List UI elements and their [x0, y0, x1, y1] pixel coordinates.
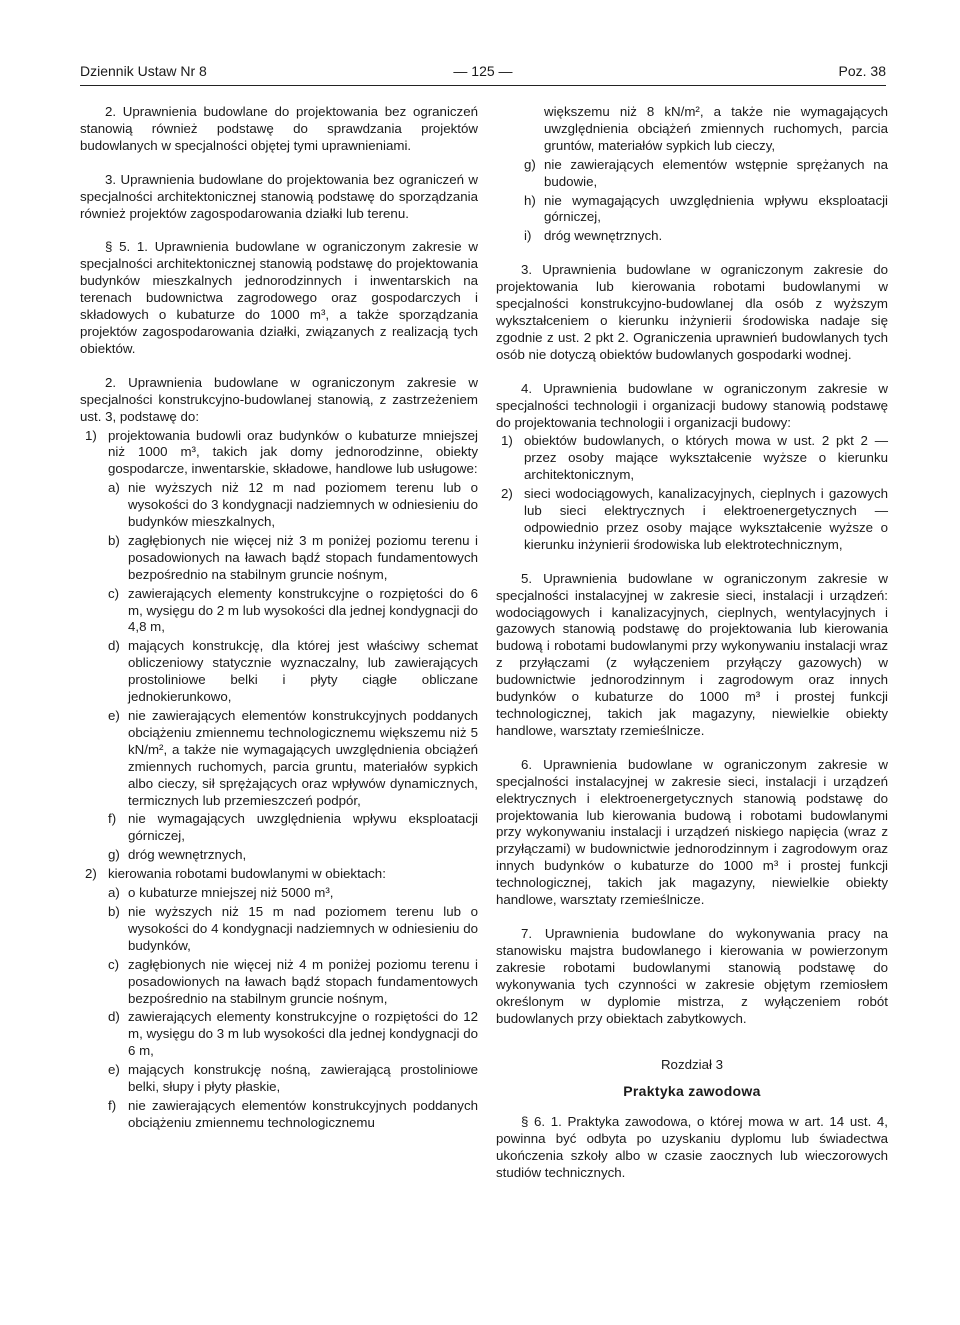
sub-list-item-text: zawierających elementy konstrukcyjne o rozpiętości do 12 m, wysięgu do 3 m lub wysokości dla jednej kondygnacji do 6 m, — [128, 1009, 478, 1059]
sub-list-item-label: i) — [524, 228, 532, 244]
sub-list-item-text: nie wyższych niż 12 m nad poziomem terenu lub o wysokości do 3 kondygnacji nadziemnych w odniesieniu do budynków mieszkalnych, — [128, 480, 478, 530]
sub-list-item — [80, 1009, 478, 1060]
list-item — [80, 428, 478, 479]
continued-sub-item-text: większemu niż 8 kN/m², a także nie wymagających uwzględnienia obciążeń zmiennych ruchomych, parcia gruntów, materiałów sypkich lub cieczy, — [544, 104, 888, 153]
sub-list-item-label: b) — [108, 532, 120, 548]
section-5-paragraph-1: § 5. 1. Uprawnienia budowlane w ograniczonym zakresie w specjalności architektonicznej stanowią podstawę do projektowania budynków mieszkalnych jednorodzinnych i inwentarskich na terenach budownictwa zagrodowego oraz gospodarczych i składowych o kubaturze do 1000 m³, a także sporządzania projektów zagospodarowania działki, związanych z realizacją tych obiektów. — [80, 239, 478, 356]
position-number: Poz. 38 — [838, 63, 886, 79]
sub-list-item-text: dróg wewnętrznych, — [128, 847, 247, 863]
sub-list-item-text: nie wyższych niż 15 m nad poziomem terenu lub o wysokości do 4 kondygnacji nadziemnych w odniesieniu do budynków, — [128, 903, 478, 953]
sub-list-item-label: c) — [108, 585, 120, 601]
list-item-text: sieci wodociągowych, kanalizacyjnych, cieplnych i gazowych lub sieci elektrycznych i elektroenergetycznych — odpowiednio przez osoby mające wykształcenie wyższe o kierunku inżynierii środowiska lub elektrotechnicznym, — [524, 486, 888, 552]
paragraph-2: 2. Uprawnienia budowlane do projektowania bez ograniczeń stanowią również podstawę do sprawdzania projektów budowlanych w specjalności objętej tymi uprawnieniami. — [80, 104, 478, 153]
sub-list-item-text: nie wymagających uwzględnienia wpływu eksploatacji górniczej, — [544, 192, 888, 225]
journal-title: Dziennik Ustaw Nr 8 — [80, 63, 207, 79]
list-item-text: obiektów budowlanych, o których mowa w ust. 2 pkt 2 — przez osoby mające wykształcenie wyższe o kierunku architektonicznym, — [524, 433, 888, 483]
sub-list-item-label: d) — [108, 1009, 120, 1025]
page-header — [80, 63, 886, 86]
sub-list-item-text: zagłębionych nie więcej niż 4 m poniżej poziomu terenu i posadowionych na ławach bądź stopach fundamentowych bezpośrednio na stabilnym gruncie nośnym, — [128, 956, 478, 1006]
paragraph-7: 7. Uprawnienia budowlane do wykonywania pracy na stanowisku majstra budowlanego i kierowania w powierzonym zakresie robotami budowlanymi stanowią podstawę do wykonywania tych czynności w zakresie objętym rzemiosłem określonym w dyplomie mistrza, z wyłączeniem robót budowlanych przy obiektach zabytkowych. — [496, 925, 888, 1026]
sub-list-item-text: nie zawierających elementów konstrukcyjnych poddanych obciążeniu zmiennemu technologicznemu — [128, 1097, 478, 1130]
paragraph-5: 5. Uprawnienia budowlane w ograniczonym zakresie w specjalności instalacyjnej w zakresie sieci, instalacji i urządzeń: wodociągowych i kanalizacyjnych, cieplnych, wentylacyjnych i gazowych stanowią podstawę do projektowania lub kierowania budową i robotami budowlanymi przy wykonywaniu instalacji wraz z przyłączami (z wyłączeniem przyłączy gazowych) w budownictwie jednorodzinnym i zagrodowym oraz innych budynków o kubaturze do 1000 m³ i prostej funkcji technologicznej, takich jak magazyny, niewielkie obiekty handlowe, warsztaty rzemieślnicze. — [496, 570, 888, 738]
sub-list-item — [80, 904, 478, 955]
list-item — [80, 866, 478, 883]
sub-list-item-label: e) — [108, 1062, 120, 1078]
sub-list-item — [80, 1098, 478, 1132]
sub-list-item-text: mających konstrukcję, dla której jest właściwy schemat obliczeniowy statycznie wyznaczalny, lub zawierających prostoliniowe belki i płyty ciągłe obliczane jednokierunkowo, — [128, 638, 478, 705]
section-5-paragraph-2: 2. Uprawnienia budowlane w ograniczonym zakresie w specjalności konstrukcyjno-budowlanej stanowią, z zastrzeżeniem ust. 3, podstawę do: — [80, 374, 478, 424]
sub-list-item-text: nie wymagających uwzględnienia wpływu eksploatacji górniczej, — [128, 811, 478, 844]
list-item — [496, 486, 888, 554]
sub-list-item — [80, 638, 478, 706]
list-item-label: 1) — [501, 433, 513, 449]
list-item — [496, 433, 888, 484]
sub-list-item — [80, 957, 478, 1008]
sub-list-item-label: a) — [108, 480, 120, 496]
sub-list-item-text: dróg wewnętrznych. — [544, 228, 663, 244]
sub-list-item-label: f) — [108, 811, 117, 827]
sub-list-item — [496, 193, 888, 227]
paragraph-3: 3. Uprawnienia budowlane do projektowania bez ograniczeń w specjalności architektonicznej stanowią podstawę do sporządzania również projektów zagospodarowania działki lub terenu. — [80, 171, 478, 221]
sub-list-item — [80, 811, 478, 845]
sub-list-item-text: zagłębionych nie więcej niż 3 m poniżej poziomu terenu i posadowionych na ławach bądź stopach fundamentowych bezpośrednio na stabilnym gruncie nośnym, — [128, 532, 478, 582]
list-item-label: 2) — [501, 486, 513, 502]
sub-list-item — [80, 847, 478, 864]
paragraph-4: 4. Uprawnienia budowlane w ograniczonym zakresie w specjalności technologii i organizacji budowy stanowią podstawę do projektowania technologii i organizacji budowy: — [496, 380, 888, 430]
sub-list-item-text: nie zawierających elementów wstępnie sprężanych na budowie, — [544, 156, 888, 189]
section-6-paragraph-1: § 6. 1. Praktyka zawodowa, o której mowa w art. 14 ust. 4, powinna być odbyta po uzyskaniu dyplomu lub świadectwa ukończenia szkoły albo w czasie zaocznych lub wieczorowych studiów technicznych. — [496, 1114, 888, 1180]
sub-list-item — [80, 708, 478, 809]
sub-list-item-label: g) — [524, 156, 536, 172]
sub-list-item-label: c) — [108, 956, 120, 972]
sub-list-item-label: a) — [108, 885, 120, 901]
sub-list-item-label: g) — [108, 847, 120, 863]
sub-list-item — [80, 586, 478, 637]
sub-list-item-label: f) — [108, 1097, 117, 1113]
sub-list-item-text: nie zawierających elementów konstrukcyjnych poddanych obciążeniu zmiennemu technologicznemu większemu niż 5 kN/m², a także nie wymagających uwzględnienia obciążeń zmiennych ruchomych, parcia gruntu, materiałów sypkich albo cieczy, sił sprężających oraz wpływów dynamicznych, termicznych lub przemieszczeń podpór, — [128, 708, 478, 808]
list-item-label: 2) — [85, 866, 97, 882]
sub-list-item — [80, 480, 478, 531]
right-column — [496, 104, 888, 1182]
list-item-text: kierowania robotami budowlanymi w obiektach: — [108, 866, 386, 882]
list-item-label: 1) — [85, 427, 97, 443]
sub-list-item — [80, 1062, 478, 1096]
chapter-title: Praktyka zawodowa — [623, 1083, 761, 1100]
sub-list-item — [80, 885, 478, 902]
list-item-text: projektowania budowli oraz budynków o kubaturze mniejszej niż 1000 m³, takich jak domy jednorodzinne, obiekty gospodarcze, inwentarskie, składowe, handlowe lub usługowe: — [108, 427, 478, 477]
sub-list-item — [496, 157, 888, 191]
sub-list-item-label: h) — [524, 192, 536, 208]
paragraph-3-right: 3. Uprawnienia budowlane w ograniczonym zakresie do projektowania lub kierowania robotami budowlanymi w specjalności konstrukcyjno-budowlanej dla osób z wyższym wykształceniem o kierunku inżynierii środowiska nadaje się zgodnie z ust. 2 pkt 2. Ograniczenia uprawnień budowlanych tych osób nie dotyczą obiektów budowlanych gospodarki wodnej. — [496, 262, 888, 362]
chapter-number: Rozdział 3 — [660, 1057, 724, 1073]
sub-list-item-label: e) — [108, 708, 120, 723]
paragraph-6: 6. Uprawnienia budowlane w ograniczonym zakresie w specjalności instalacyjnej w zakresie sieci, instalacji i urządzeń elektrycznych i elektroenergetycznych stanowią podstawę do projektowania lub kierowania budową i robotami budowlanymi przy wykonywaniu instalacji i urządzeń niskiego napięcia (wraz z przyłączami) w budownictwie jednorodzinnym i zagrodowym oraz innych budynków o kubaturze do 1000 m³ i prostej funkcji technologicznej, takich jak magazyny, niewielkie obiekty handlowe, warsztaty rzemieślnicze. — [496, 756, 888, 908]
sub-list-item-text: o kubaturze mniejszej niż 5000 m³, — [128, 885, 334, 901]
page-number: — 125 — — [453, 63, 513, 79]
sub-list-item — [80, 533, 478, 584]
sub-list-item-label: b) — [108, 903, 120, 919]
sub-list-item-text: mających konstrukcję nośną, zawierającą prostoliniowe belki, słupy i płyty płaskie, — [128, 1062, 478, 1095]
left-column — [80, 104, 478, 1132]
sub-list-item-text: zawierających elementy konstrukcyjne o rozpiętości do 6 m, wysięgu do 2 m lub wysokości dla jednej kondygnacji do 4,8 m, — [128, 585, 478, 635]
sub-list-item — [496, 228, 888, 245]
sub-list-item-label: d) — [108, 638, 120, 654]
